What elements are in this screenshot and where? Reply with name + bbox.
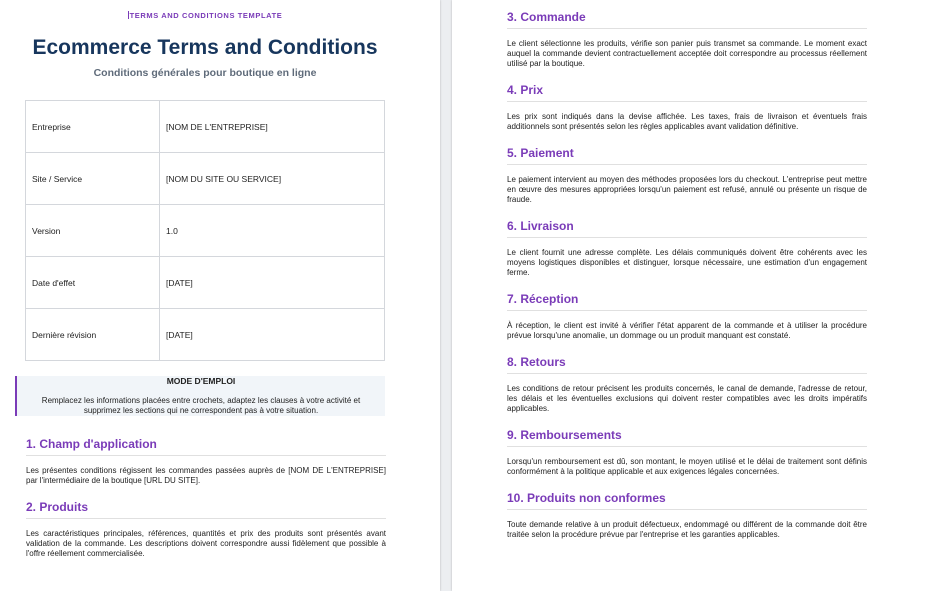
row-label: Version [26, 205, 160, 257]
document-page-2 [452, 0, 930, 591]
text-cursor [128, 11, 129, 19]
document-subtitle: Conditions générales pour boutique en ligne [93, 67, 317, 79]
howto-title: MODE D'EMPLOI [166, 376, 236, 386]
howto-text: Remplacez les informations placées entre crochets, adaptez les clauses à votre activité et supprimez les sections qui ne correspondent pas à votre situation. [41, 396, 361, 415]
document-page-1 [0, 0, 440, 591]
document-title: Ecommerce Terms and Conditions [32, 36, 378, 59]
section-title: 5. Paiement [507, 146, 867, 165]
row-label: Date d'effet [26, 257, 160, 309]
section-body: Les prix sont indiqués dans la devise affichée. Les taxes, frais de livraison et éventuels frais additionnels sont présentés selon les règles applicables avant validation définitive. [507, 112, 867, 131]
section-title: 6. Livraison [507, 219, 867, 238]
row-value: [NOM DE L'ENTREPRISE] [160, 101, 385, 153]
section-title: 1. Champ d'application [26, 437, 386, 456]
section-body: Les caractéristiques principales, références, quantités et prix des produits sont présentés avant validation de la commande. Les descriptions doivent correspondre aussi fidèlement que possible à l'offre réellement commercialisée. [26, 529, 386, 558]
section-title: 3. Commande [507, 10, 867, 29]
info-table [25, 100, 385, 361]
section-body: Le client fournit une adresse complète. Les délais communiqués doivent être cohérents avec les moyens logistiques disponibles et distinguer, lorsque nécessaire, une estimation d'un engagement ferme. [507, 248, 867, 277]
row-value: [DATE] [160, 257, 385, 309]
table-row [26, 101, 385, 153]
section-body: Les conditions de retour précisent les produits concernés, le canal de demande, l'adresse de retour, les délais et les éventuelles exclusions qui doivent rester compatibles avec les droits impératifs applicables. [507, 384, 867, 413]
table-row [26, 257, 385, 309]
section-body: Lorsqu'un remboursement est dû, son montant, le moyen utilisé et le délai de traitement sont définis conformément à la politique applicable et aux exigences légales concernées. [507, 457, 867, 476]
section-title: 10. Produits non conformes [507, 491, 867, 510]
section-title: 4. Prix [507, 83, 867, 102]
table-row [26, 205, 385, 257]
table-row [26, 153, 385, 205]
section-body: Les présentes conditions régissent les commandes passées auprès de [NOM DE L'ENTREPRISE] par l'intermédiaire de la boutique [URL DU SITE]. [26, 466, 386, 485]
row-value: 1.0 [160, 205, 385, 257]
section-title: 9. Remboursements [507, 428, 867, 447]
template-tag-text: TERMS AND CONDITIONS TEMPLATE [129, 11, 283, 20]
section-body: À réception, le client est invité à vérifier l'état apparent de la commande et à utiliser la procédure prévue lorsqu'une anomalie, un dommage ou un produit manquant est constaté. [507, 321, 867, 340]
row-label: Entreprise [26, 101, 160, 153]
section-body: Toute demande relative à un produit défectueux, endommagé ou différent de la commande doit être traitée selon la procédure prévue par l'entreprise et les garanties applicables. [507, 520, 867, 539]
section-body: Le paiement intervient au moyen des méthodes proposées lors du checkout. L'entreprise peut mettre en œuvre des mesures appropriées lorsqu'un paiement est refusé, annulé ou présente un risque de fraude. [507, 175, 867, 204]
template-tag [0, 11, 410, 20]
howto-box [15, 376, 385, 416]
section-body: Le client sélectionne les produits, vérifie son panier puis transmet sa commande. Le moment exact auquel la commande devient contractuellement acceptée doit correspondre au processus réellement utilisé par la boutique. [507, 39, 867, 68]
table-row [26, 309, 385, 361]
row-value: [NOM DU SITE OU SERVICE] [160, 153, 385, 205]
section-title: 7. Réception [507, 292, 867, 311]
row-label: Site / Service [26, 153, 160, 205]
row-label: Dernière révision [26, 309, 160, 361]
section-title: 2. Produits [26, 500, 386, 519]
row-value: [DATE] [160, 309, 385, 361]
section-title: 8. Retours [507, 355, 867, 374]
